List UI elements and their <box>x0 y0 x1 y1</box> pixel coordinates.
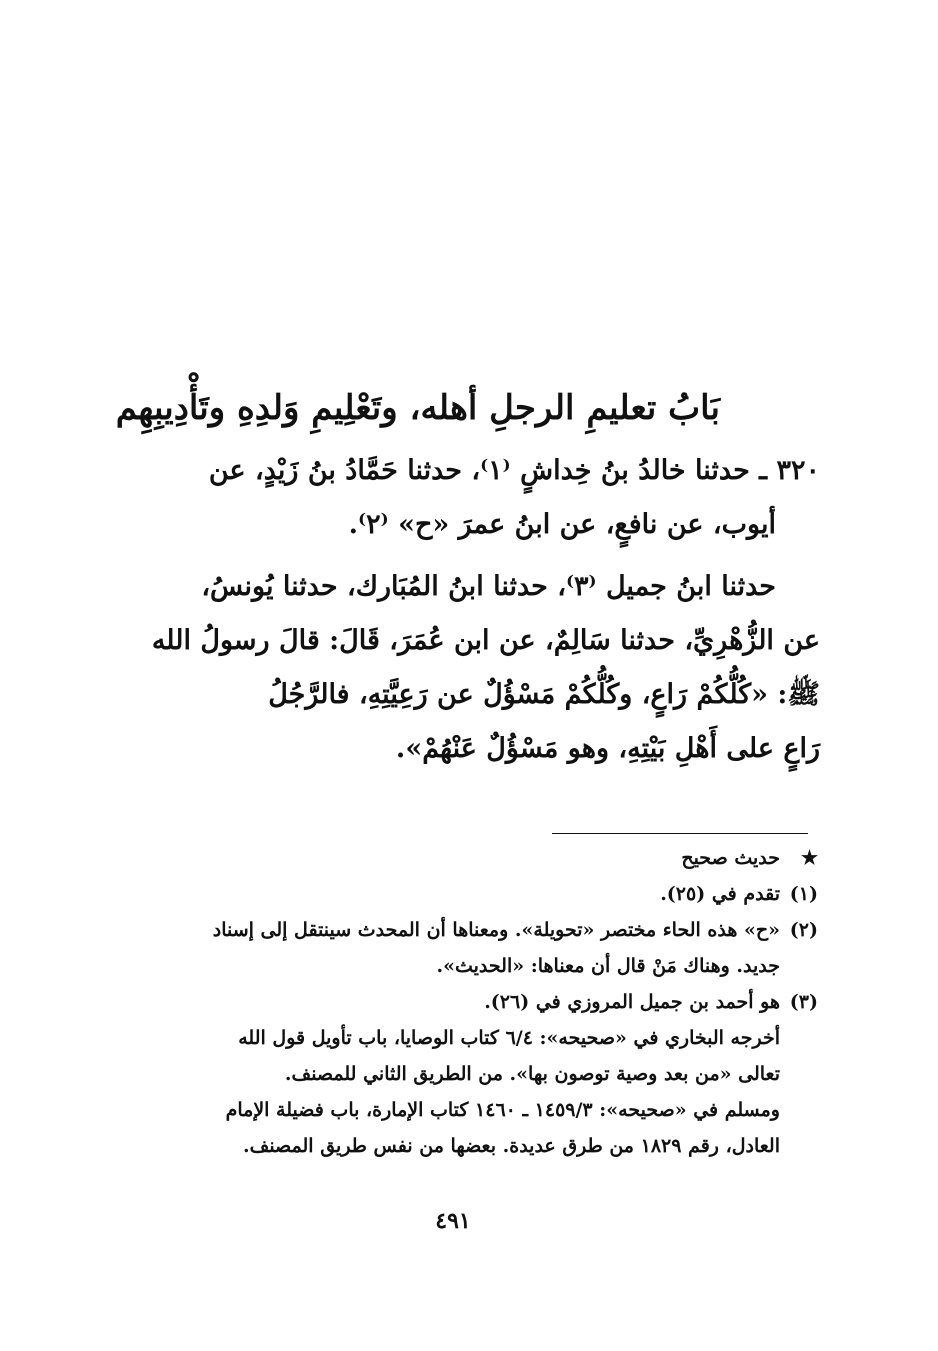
footnote-marker: (٢) <box>789 919 818 941</box>
footnote-grade <box>122 840 818 876</box>
hadith-text <box>128 444 820 776</box>
hadith-line: ﷺ: «كُلُّكُمْ رَاعٍ، وكُلُّكُمْ مَسْؤُلٌ عن رَعِيَّتِهِ، فالرَّجُلُ <box>268 679 820 710</box>
footnote-marker: (١) <box>789 883 818 905</box>
footnote-text: هو أحمد بن جميل المروزي في (٢٦). <box>484 991 780 1013</box>
footnote-text: «ح» هذه الحاء مختصر «تحويلة». ومعناها أن المحدث سينتقل إلى إسناد <box>212 919 780 941</box>
footnote-2 <box>122 912 818 948</box>
footnote-marker: (٣) <box>789 991 818 1013</box>
footnote-text: حديث صحيح <box>681 847 780 869</box>
footnote-3 <box>122 984 818 1020</box>
hadith-line: رَاعٍ على أَهْلِ بَيْتِهِ، وهو مَسْؤُلٌ عَنْهُمْ». <box>395 733 820 764</box>
hadith-line: عن الزُّهْرِيِّ، حدثنا سَالِمٌ، عن ابن عُمَرَ، قَالَ: قالَ رسولُ الله <box>151 625 820 656</box>
hadith-line: أيوب، عن نافعٍ، عن ابنُ عمرَ «ح» ⁽٢⁾. <box>348 509 776 540</box>
hadith-paragraph-2 <box>128 560 820 776</box>
takhrij-line: ومسلم في «صحيحه»: ١٤٥٩/٣ ـ ١٤٦٠ كتاب الإمارة، باب فضيلة الإمام <box>225 1099 780 1121</box>
footnotes <box>122 840 818 1164</box>
takhrij-line: تعالى «من بعد وصية توصون بها». من الطريق الثاني للمصنف. <box>284 1063 780 1085</box>
chapter-title: بَابُ تعليمِ الرجلِ أهله، وتَعْلِيمِ وَلدِهِ وتَأْدِيبِهِم <box>115 388 720 428</box>
takhrij-line: أخرجه البخاري في «صحيحه»: ٦/٤ كتاب الوصايا، باب تأويل قول الله <box>238 1027 780 1049</box>
hadith-line: حدثنا ابنُ جميل ⁽٣⁾، حدثنا ابنُ المُبَارك، حدثنا يُونسُ، <box>201 571 776 602</box>
hadith-line: ٣٢٠ ـ حدثنا خالدُ بنُ خِداشٍ ⁽١⁾، حدثنا حَمَّادُ بنُ زَيْدٍ، عن <box>208 455 820 486</box>
footnote-text: تقدم في (٢٥). <box>660 883 780 905</box>
takhrij-line: العادل، رقم ١٨٢٩ من طرق عديدة. بعضها من نفس طريق المصنف. <box>243 1135 780 1157</box>
hadith-paragraph-1 <box>128 444 820 552</box>
footnote-divider <box>552 833 808 834</box>
footnote-1 <box>122 876 818 912</box>
page-number: ٤٩١ <box>435 1208 471 1234</box>
star-icon: ★ <box>800 847 818 869</box>
footnote-2-continuation: جديد. وهناك مَنْ قال أن معناها: «الحديث». <box>436 955 780 977</box>
